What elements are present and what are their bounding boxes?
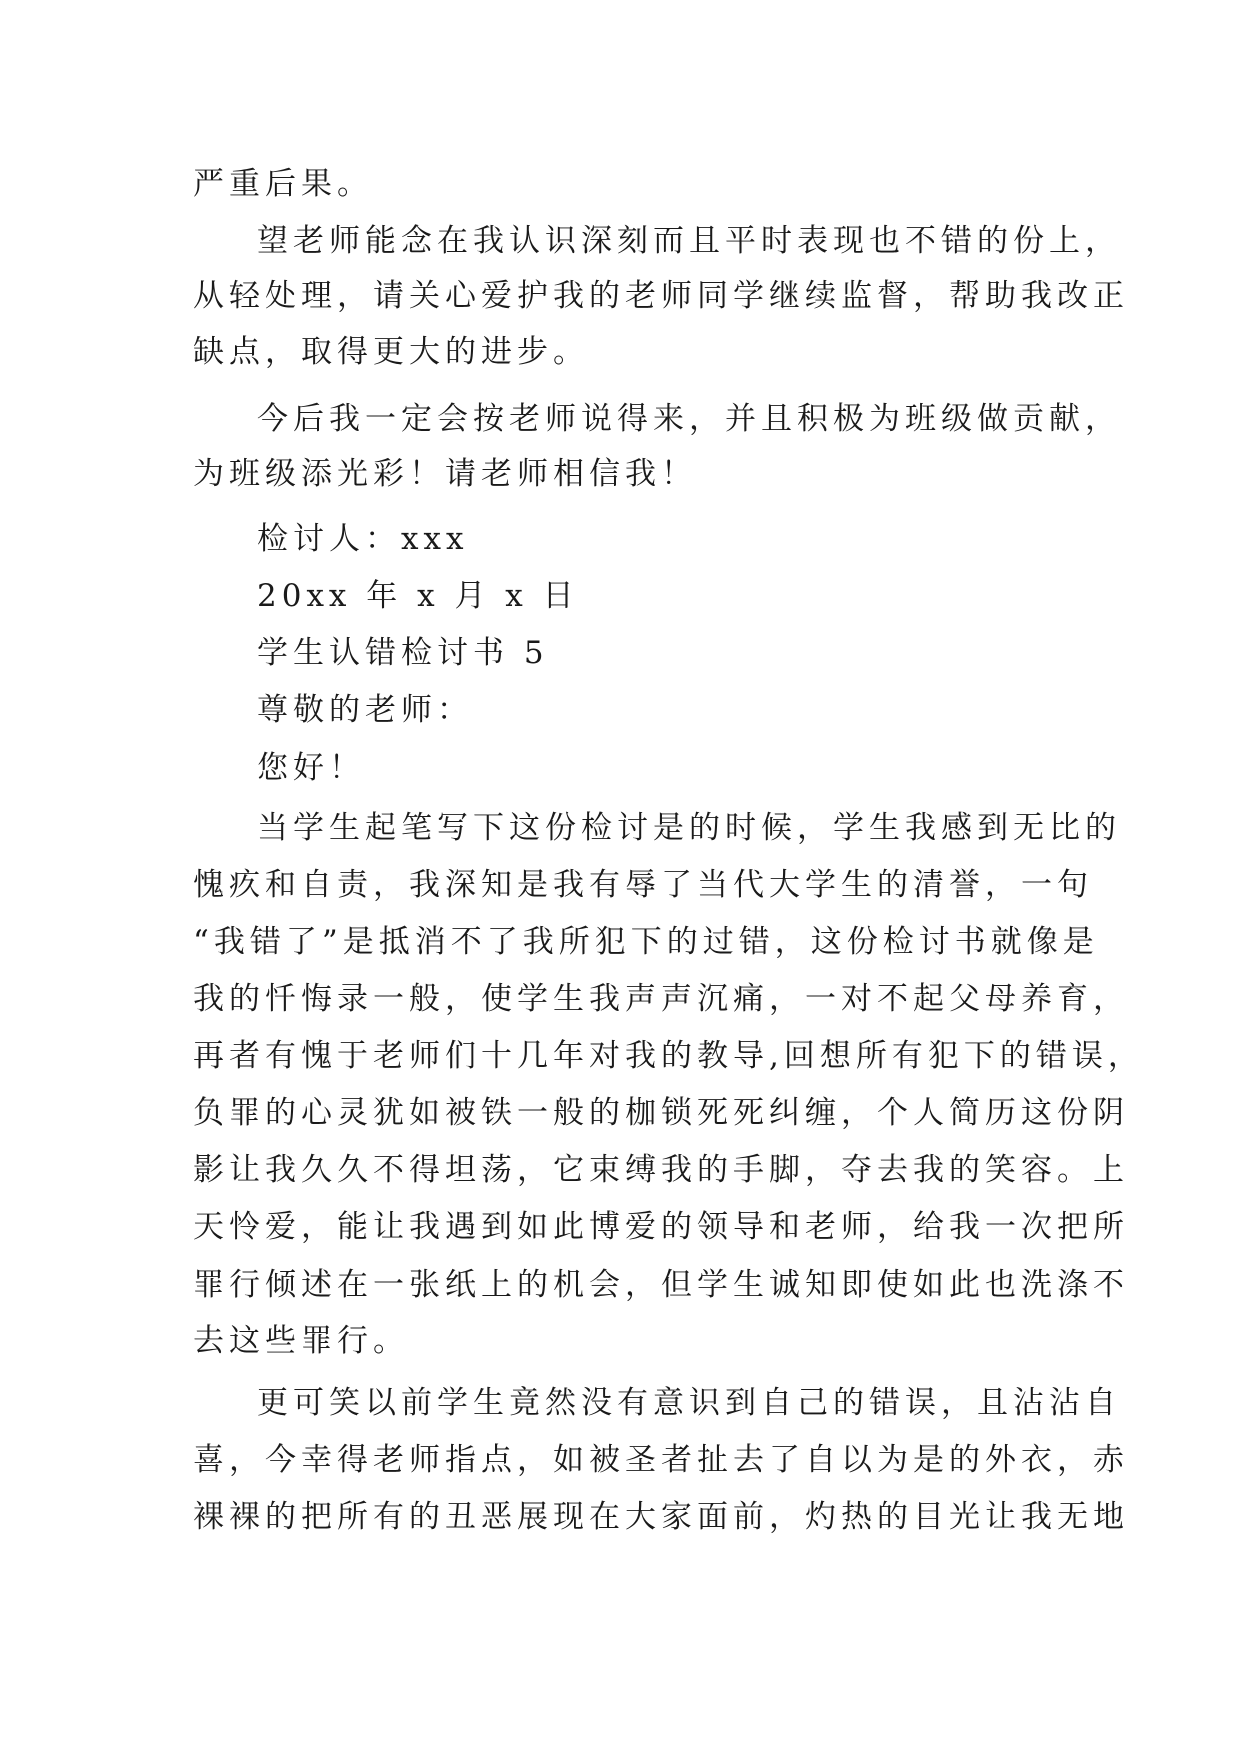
text-line — [0, 1311, 1241, 1371]
text-line — [0, 680, 1241, 740]
text-line — [0, 1430, 1241, 1490]
text-line — [0, 1373, 1241, 1433]
text-line — [0, 738, 1241, 798]
text-line — [0, 1026, 1241, 1086]
text-line-content: 影让我久久不得坦荡，它束缚我的手脚，夺去我的笑容。上 — [193, 1152, 1129, 1188]
text-line-content: 为班级添光彩！请老师相信我！ — [193, 456, 697, 492]
text-line — [0, 509, 1241, 569]
text-line — [0, 798, 1241, 858]
text-line — [0, 154, 1241, 214]
text-line-content: 尊敬的老师： — [257, 692, 473, 728]
text-line-content: 检讨人：xxx — [257, 521, 469, 557]
text-line-content: 您好！ — [257, 750, 365, 786]
text-line-content: 去这些罪行。 — [193, 1323, 409, 1359]
text-line — [0, 444, 1241, 504]
text-line — [0, 969, 1241, 1029]
text-line — [0, 1255, 1241, 1315]
text-line-content: 我的忏悔录一般，使学生我声声沉痛，一对不起父母养育， — [193, 981, 1129, 1017]
text-line — [0, 389, 1241, 449]
text-line — [0, 322, 1241, 382]
text-line — [0, 211, 1241, 271]
text-line-content: 负罪的心灵犹如被铁一般的枷锁死死纠缠，个人简历这份阴 — [193, 1095, 1129, 1131]
text-line — [0, 855, 1241, 915]
text-line-content: 愧疚和自责，我深知是我有辱了当代大学生的清誉，一句 — [193, 867, 1093, 903]
text-line-content: 今后我一定会按老师说得来，并且积极为班级做贡献， — [257, 401, 1121, 437]
text-line — [0, 623, 1241, 683]
text-line-content: 罪行倾述在一张纸上的机会，但学生诚知即使如此也洗涤不 — [193, 1267, 1129, 1303]
text-line-content: 望老师能念在我认识深刻而且平时表现也不错的份上， — [257, 223, 1121, 259]
text-line — [0, 912, 1241, 972]
text-line — [0, 1083, 1241, 1143]
text-line — [0, 1487, 1241, 1547]
text-line-content: 天怜爱，能让我遇到如此博爱的领导和老师，给我一次把所 — [193, 1209, 1129, 1245]
text-line-content: 学生认错检讨书 5 — [257, 635, 549, 671]
text-line-content: 再者有愧于老师们十几年对我的教导,回想所有犯下的错误， — [193, 1038, 1144, 1074]
text-line-content: 从轻处理，请关心爱护我的老师同学继续监督，帮助我改正 — [193, 278, 1129, 314]
text-line — [0, 566, 1241, 626]
text-line-content: 缺点，取得更大的进步。 — [193, 334, 589, 370]
text-line-content: 喜，今幸得老师指点，如被圣者扯去了自以为是的外衣，赤 — [193, 1442, 1129, 1478]
text-line — [0, 1197, 1241, 1257]
text-line — [0, 266, 1241, 326]
text-line-content: “我错了”是抵消不了我所犯下的过错，这份检讨书就像是 — [193, 924, 1099, 960]
text-line-content: 裸裸的把所有的丑恶展现在大家面前，灼热的目光让我无地 — [193, 1499, 1129, 1535]
text-line — [0, 1140, 1241, 1200]
text-line-content: 严重后果。 — [193, 166, 373, 202]
text-line-content: 更可笑以前学生竟然没有意识到自己的错误，且沾沾自 — [257, 1385, 1121, 1421]
text-line-content: 20xx 年 x 月 x 日 — [257, 578, 579, 614]
text-line-content: 当学生起笔写下这份检讨是的时候，学生我感到无比的 — [257, 810, 1121, 846]
